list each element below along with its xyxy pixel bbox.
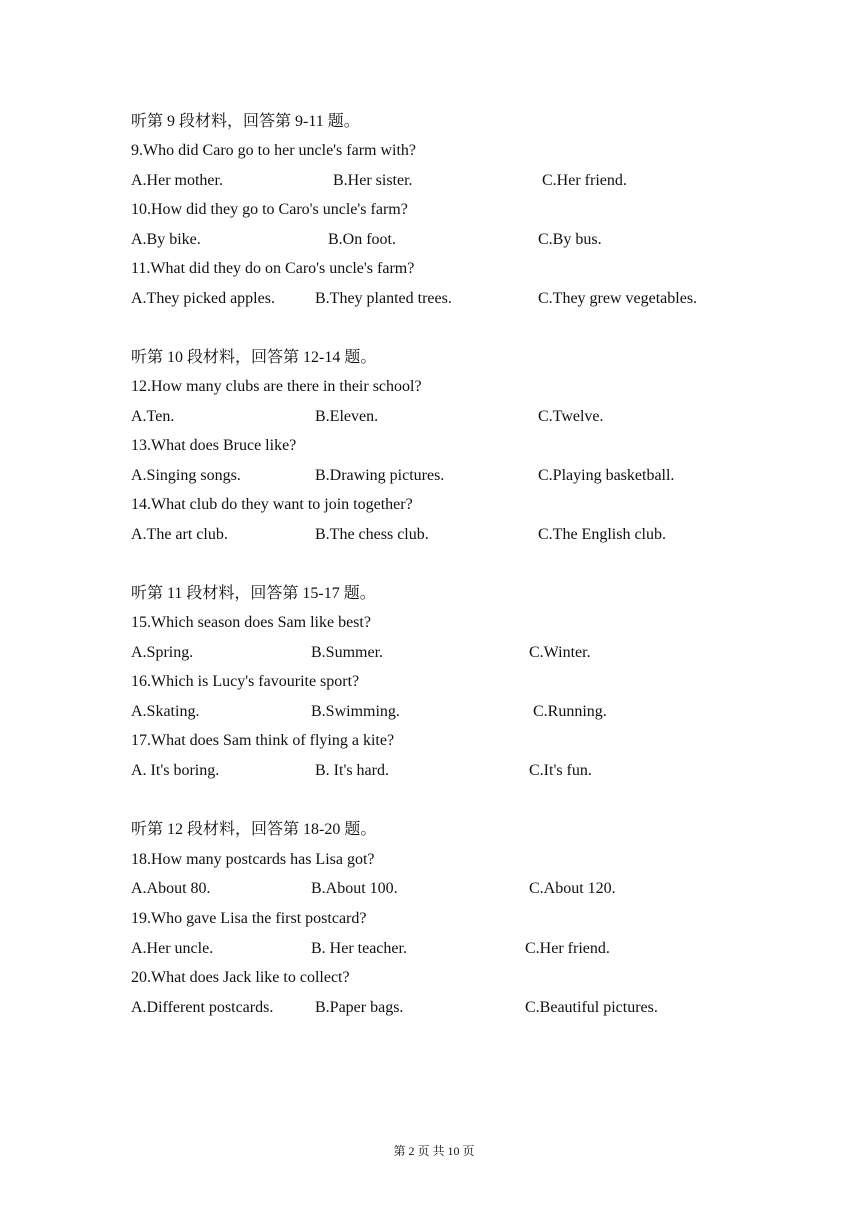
question-12: 12.How many clubs are there in their school? xyxy=(131,378,422,395)
section-heading: 听第 10 段材料，回答第 12-14 题。 xyxy=(131,349,377,366)
question-18-option-c: C.About 120. xyxy=(529,880,616,897)
question-13-option-a: A.Singing songs. xyxy=(131,467,241,484)
question-15: 15.Which season does Sam like best? xyxy=(131,614,371,631)
section-heading: 听第 11 段材料，回答第 15-17 题。 xyxy=(131,585,376,602)
question-15-option-a: A.Spring. xyxy=(131,644,194,661)
question-16-option-a: A.Skating. xyxy=(131,703,200,720)
question-19-option-c: C.Her friend. xyxy=(525,940,610,957)
question-15-option-b: B.Summer. xyxy=(311,644,384,661)
question-19: 19.Who gave Lisa the first postcard? xyxy=(131,910,367,927)
question-19-option-a: A.Her uncle. xyxy=(131,940,214,957)
question-9-option-b: B.Her sister. xyxy=(333,172,413,189)
question-16-option-c: C.Running. xyxy=(533,703,607,720)
question-19-option-b: B. Her teacher. xyxy=(311,940,407,957)
question-10: 10.How did they go to Caro's uncle's farm? xyxy=(131,201,408,218)
question-9-option-a: A.Her mother. xyxy=(131,172,223,189)
question-11-option-c: C.They grew vegetables. xyxy=(538,290,698,307)
question-13-option-b: B.Drawing pictures. xyxy=(315,467,445,484)
question-18: 18.How many postcards has Lisa got? xyxy=(131,851,375,868)
question-17-option-c: C.It's fun. xyxy=(529,762,592,779)
question-14: 14.What club do they want to join together? xyxy=(131,496,413,513)
question-12-option-c: C.Twelve. xyxy=(538,408,604,425)
question-15-option-c: C.Winter. xyxy=(529,644,591,661)
question-9-option-c: C.Her friend. xyxy=(542,172,627,189)
question-16: 16.Which is Lucy's favourite sport? xyxy=(131,673,360,690)
question-17-option-a: A. It's boring. xyxy=(131,762,220,779)
question-18-option-a: A.About 80. xyxy=(131,880,211,897)
question-10-option-c: C.By bus. xyxy=(538,231,602,248)
question-9: 9.Who did Caro go to her uncle's farm with? xyxy=(131,142,417,159)
question-17: 17.What does Sam think of flying a kite? xyxy=(131,732,395,749)
question-14-option-a: A.The art club. xyxy=(131,526,228,543)
question-12-option-b: B.Eleven. xyxy=(315,408,379,425)
question-20-option-c: C.Beautiful pictures. xyxy=(525,999,658,1016)
page-number-footer: 第 2 页 共 10 页 xyxy=(393,1144,475,1158)
question-11: 11.What did they do on Caro's uncle's farm? xyxy=(131,260,415,277)
question-20: 20.What does Jack like to collect? xyxy=(131,969,350,986)
question-10-option-b: B.On foot. xyxy=(328,231,396,248)
section-heading: 听第 9 段材料，回答第 9-11 题。 xyxy=(131,113,360,130)
question-13-option-c: C.Playing basketball. xyxy=(538,467,675,484)
question-20-option-b: B.Paper bags. xyxy=(315,999,404,1016)
question-10-option-a: A.By bike. xyxy=(131,231,201,248)
question-20-option-a: A.Different postcards. xyxy=(131,999,274,1016)
question-16-option-b: B.Swimming. xyxy=(311,703,400,720)
question-17-option-b: B. It's hard. xyxy=(315,762,389,779)
question-14-option-b: B.The chess club. xyxy=(315,526,429,543)
question-18-option-b: B.About 100. xyxy=(311,880,398,897)
question-12-option-a: A.Ten. xyxy=(131,408,175,425)
question-11-option-b: B.They planted trees. xyxy=(315,290,452,307)
question-13: 13.What does Bruce like? xyxy=(131,437,297,454)
question-14-option-c: C.The English club. xyxy=(538,526,666,543)
section-heading: 听第 12 段材料，回答第 18-20 题。 xyxy=(131,821,377,838)
question-11-option-a: A.They picked apples. xyxy=(131,290,275,307)
